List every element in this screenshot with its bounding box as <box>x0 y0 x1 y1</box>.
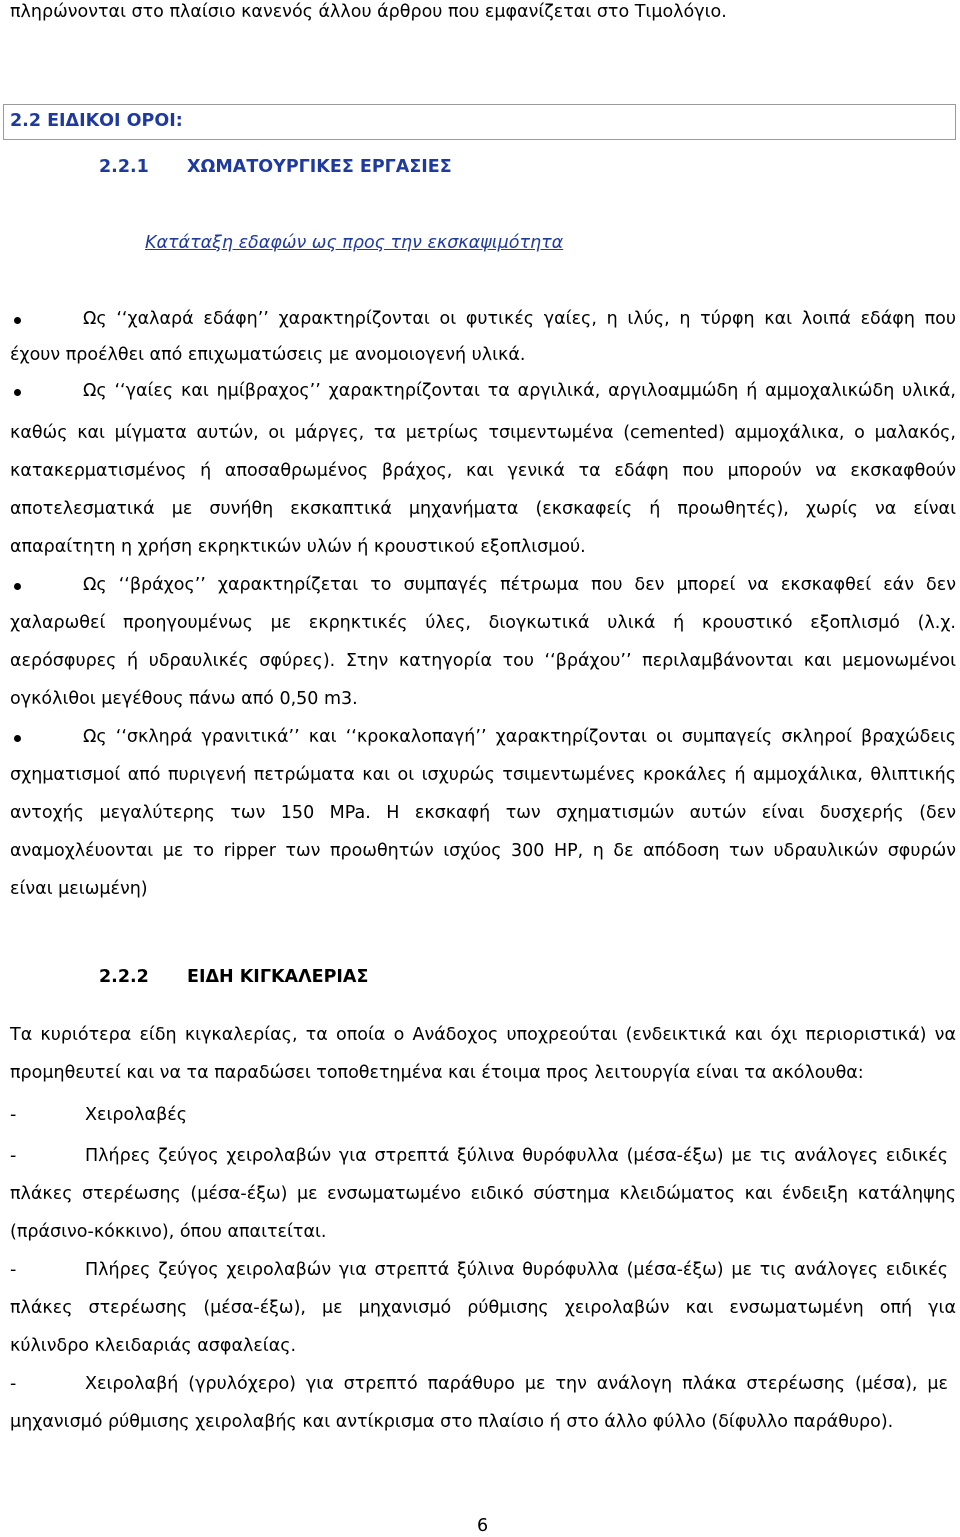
document-text-line: πληρώνονται στο πλαίσιο κανενός άλλου άρθρου που εμφανίζεται στο Τιμολόγιο. <box>10 2 727 22</box>
bullet-icon <box>14 317 21 324</box>
document-text-line: Πλήρες ζεύγος χειρολαβών για στρεπτά ξύλινα θυρόφυλλα (μέσα-έξω) με τις ανάλογες ειδικές <box>85 1260 948 1280</box>
document-text-line: Ως ‘‘γαίες και ημίβραχος’’ χαρακτηρίζονται τα αργιλικά, αργιλοαμμώδη ή αμμοχαλικώδη υλικά, <box>83 381 956 401</box>
document-text-line: Τα κυριότερα είδη κιγκαλερίας, τα οποία ο Ανάδοχος υποχρεούται (ενδεικτικά και όχι περιοριστικά) να <box>10 1025 956 1045</box>
document-text-line: είναι μειωμένη) <box>10 879 148 899</box>
document-text-line: έχουν προέλθει από επιχωματώσεις με ανομοιογενή υλικά. <box>10 345 526 365</box>
document-text-line: Πλήρες ζεύγος χειρολαβών για στρεπτά ξύλινα θυρόφυλλα (μέσα-έξω) με τις ανάλογες ειδικές <box>85 1146 948 1166</box>
document-text-line: μηχανισμό ρύθμισης χειρολαβής και αντίκρισμα στο πλαίσιο ή στο άλλο φύλλο (δίφυλλο παράθυρο). <box>10 1412 894 1432</box>
subsection-number: 2.2.2 <box>99 967 149 987</box>
document-text-line: κατακερματισμένος ή αποσαθρωμένος βράχος, και γενικά τα εδάφη που μπορούν να εκσκαφθούν <box>10 461 956 481</box>
document-text-line: αποτελεσματικά με συνήθη εκσκαπτικά μηχανήματα (εκσκαφείς ή προωθητές), χωρίς να είναι <box>10 499 956 519</box>
section-heading: 2.2 ΕΙΔΙΚΟΙ ΟΡΟΙ: <box>10 111 183 131</box>
document-text-line: Χειρολαβές <box>85 1105 187 1125</box>
document-text-line: χαλαρωθεί προηγουμένως με εκρηκτικές ύλες, διογκωτικά υλικά ή κρουστικό εξοπλισμό (λ.χ. <box>10 613 956 633</box>
dash-marker: - <box>10 1146 17 1166</box>
document-text-line: Ως ‘‘χαλαρά εδάφη’’ χαρακτηρίζονται οι φυτικές γαίες, η ιλύς, η τύρφη και λοιπά εδάφη που <box>83 309 956 329</box>
document-text-line: (πράσινο-κόκκινο), όπου απαιτείται. <box>10 1222 327 1242</box>
dash-marker: - <box>10 1105 17 1125</box>
document-text-line: καθώς και μίγματα αυτών, οι μάργες, τα μετρίως τσιμεντωμένα (cemented) αμμοχάλικα, ο μαλακός, <box>10 423 956 443</box>
document-text-line: σχηματισμοί από πυριγενή πετρώματα και οι ισχυρώς τσιμεντωμένες κροκάλες ή αμμοχάλικα, θλιπτικής <box>10 765 956 785</box>
classification-title: Κατάταξη εδαφών ως προς την εκσκαψιμότητα <box>145 233 564 253</box>
document-text-line: αναμοχλέυονται με το ripper των προωθητών ισχύος 300 HP, η δε απόδοση των υδραυλικών σφυρών <box>10 841 956 861</box>
document-text-line: κύλινδρο κλειδαριάς ασφαλείας. <box>10 1336 297 1356</box>
document-text-line: ογκόλιθοι μεγέθους πάνω από 0,50 m3. <box>10 689 358 709</box>
bullet-icon <box>14 583 21 590</box>
bullet-icon <box>14 389 21 396</box>
document-text-line: Χειρολαβή (γρυλόχερο) για στρεπτό παράθυρο με την ανάλογη πλάκα στερέωσης (μέσα), με <box>85 1374 948 1394</box>
subsection-title: ΧΩΜΑΤΟΥΡΓΙΚΕΣ ΕΡΓΑΣΙΕΣ <box>187 157 452 177</box>
document-text-line: Ως ‘‘σκληρά γρανιτικά’’ και ‘‘κροκαλοπαγή’’ χαρακτηρίζονται οι συμπαγείς σκληροί βραχώδεις <box>83 727 956 747</box>
document-text-line: πλάκες στερέωσης (μέσα-έξω), με μηχανισμό ρύθμισης χειρολαβών και ενσωματωμένη οπή για <box>10 1298 956 1318</box>
bullet-icon <box>14 735 21 742</box>
dash-marker: - <box>10 1374 17 1394</box>
document-text-line: αντοχής μεγαλύτερης των 150 MPa. Η εκσκαφή των σχηματισμών αυτών είναι δυσχερής (δεν <box>10 803 956 823</box>
page-number: 6 <box>477 1516 489 1536</box>
document-text-line: προμηθευτεί και να τα παραδώσει τοποθετημένα και έτοιμα προς λειτουργία είναι τα ακόλουθα: <box>10 1063 864 1083</box>
document-text-line: απαραίτητη η χρήση εκρηκτικών υλών ή κρουστικού εξοπλισμού. <box>10 537 586 557</box>
subsection-title: ΕΙΔΗ ΚΙΓΚΑΛΕΡΙΑΣ <box>187 967 369 987</box>
document-text-line: αερόσφυρες ή υδραυλικές σφύρες). Στην κατηγορία του ‘‘βράχου’’ περιλαμβάνονται και μεμονωμένοι <box>10 651 956 671</box>
subsection-number: 2.2.1 <box>99 157 149 177</box>
document-text-line: Ως ‘‘βράχος’’ χαρακτηρίζεται το συμπαγές πέτρωμα που δεν μπορεί να εκσκαφθεί εάν δεν <box>83 575 956 595</box>
document-text-line: πλάκες στερέωσης (μέσα-έξω) με ενσωματωμένο ειδικό σύστημα κλειδώματος και ένδειξη κατάληψης <box>10 1184 956 1204</box>
dash-marker: - <box>10 1260 17 1280</box>
